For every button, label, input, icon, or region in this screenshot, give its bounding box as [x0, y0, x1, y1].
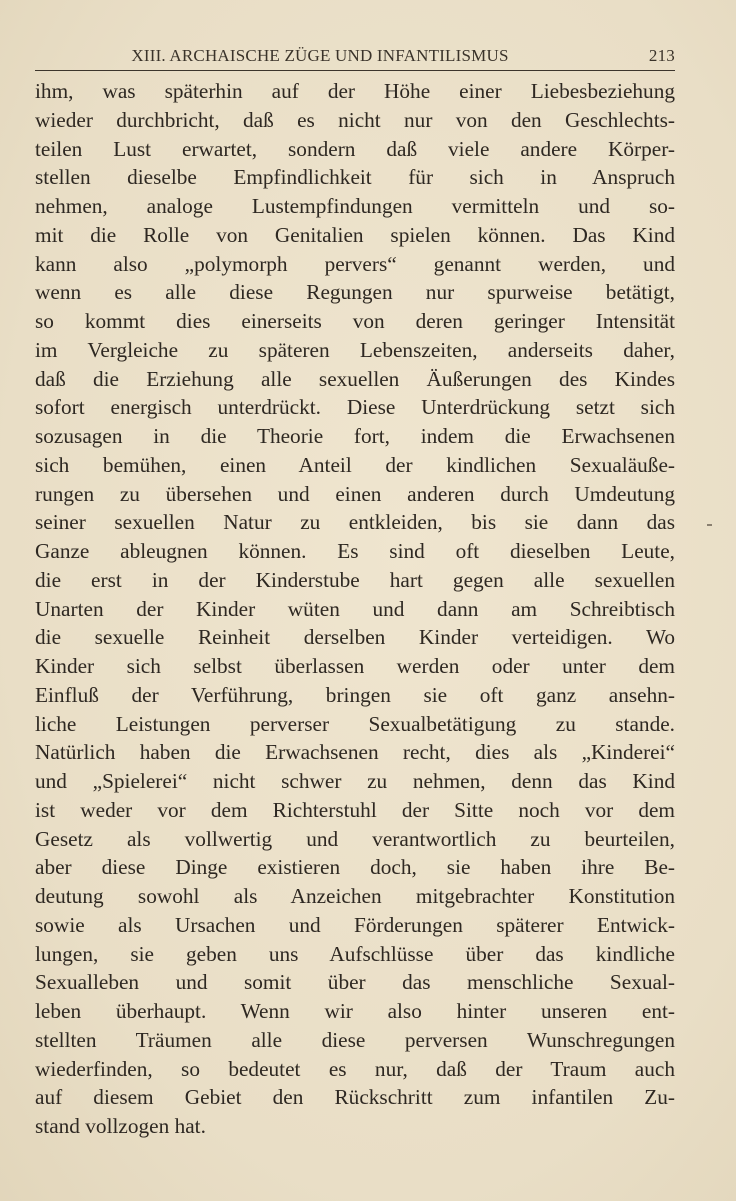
text-line: die sexuelle Reinheit derselben Kinder verteidigen. Wo	[35, 625, 675, 650]
page-number: 213	[648, 46, 675, 65]
text-line: teilen Lust erwartet, sondern daß viele andere Körper-	[35, 136, 675, 161]
text-line: Sexualleben und somit über das menschliche Sexual-	[35, 970, 675, 995]
text-line: stellten Träumen alle diese perversen Wunschregungen	[35, 1027, 675, 1052]
text-line: kann also „polymorph pervers“ genannt werden, und	[35, 251, 675, 276]
text-line: deutung sowohl als Anzeichen mitgebrachter Konstitution	[35, 884, 675, 908]
text-line: ihm, was späterhin auf der Höhe einer Liebesbeziehung	[35, 79, 675, 103]
text-line: Kinder sich selbst überlassen werden oder unter dem	[35, 654, 675, 678]
text-line: wenn es alle diese Regungen nur spurweise betätigt,	[35, 280, 675, 305]
text-line: ist weder vor dem Richterstuhl der Sitte noch vor dem	[35, 797, 675, 822]
text-line: wieder durchbricht, daß es nicht nur von den Geschlechts-	[35, 107, 675, 132]
text-line: sowie als Ursachen und Förderungen späterer Entwick-	[35, 912, 675, 937]
text-line: Gesetz als vollwertig und verantwortlich zu beurteilen,	[35, 826, 675, 851]
text-line: liche Leistungen perverser Sexualbetätigung zu stande.	[35, 711, 675, 736]
text-line: auf diesem Gebiet den Rückschritt zum infantilen Zu-	[35, 1085, 675, 1110]
body-text	[35, 77, 675, 1141]
text-line: sofort energisch unterdrückt. Diese Unterdrückung setzt sich	[35, 395, 675, 420]
text-line: nehmen, analoge Lustempfindungen vermitteln und so-	[35, 194, 675, 218]
text-line: stand vollzogen hat.	[35, 1114, 206, 1138]
text-line: so kommt dies einerseits von deren geringer Intensität	[35, 309, 675, 333]
text-line: Einfluß der Verführung, bringen sie oft ganz ansehn-	[35, 682, 675, 707]
running-header	[35, 44, 675, 71]
text-line: wiederfinden, so bedeutet es nur, daß der Traum auch	[35, 1056, 675, 1081]
text-line: sich bemühen, einen Anteil der kindlichen Sexualäuße-	[35, 452, 675, 477]
text-line: die erst in der Kinderstube hart gegen alle sexuellen	[35, 567, 675, 592]
text-line: daß die Erziehung alle sexuellen Äußerungen des Kindes	[35, 366, 675, 391]
text-line: rungen zu übersehen und einen anderen durch Umdeutung	[35, 481, 675, 506]
text-line: seiner sexuellen Natur zu entkleiden, bis sie dann das	[35, 510, 675, 535]
text-line: und „Spielerei“ nicht schwer zu nehmen, denn das Kind	[35, 769, 675, 793]
text-line: lungen, sie geben uns Aufschlüsse über das kindliche	[35, 941, 675, 966]
text-line: Natürlich haben die Erwachsenen recht, dies als „Kinderei“	[35, 740, 675, 765]
text-line: Unarten der Kinder wüten und dann am Schreibtisch	[35, 596, 675, 621]
running-title: XIII. ARCHAISCHE ZÜGE UND INFANTILISMUS	[131, 46, 509, 65]
text-line: leben überhaupt. Wenn wir also hinter unseren ent-	[35, 999, 675, 1023]
text-line: aber diese Dinge existieren doch, sie haben ihre Be-	[35, 855, 675, 880]
text-line: stellen dieselbe Empfindlichkeit für sich in Anspruch	[35, 165, 675, 190]
text-line: mit die Rolle von Genitalien spielen können. Das Kind	[35, 222, 675, 247]
text-line: sozusagen in die Theorie fort, indem die Erwachsenen	[35, 424, 675, 448]
text-line: im Vergleiche zu späteren Lebenszeiten, anderseits daher,	[35, 337, 675, 362]
margin-mark	[707, 524, 712, 526]
text-line: Ganze ableugnen können. Es sind oft dieselben Leute,	[35, 539, 675, 563]
